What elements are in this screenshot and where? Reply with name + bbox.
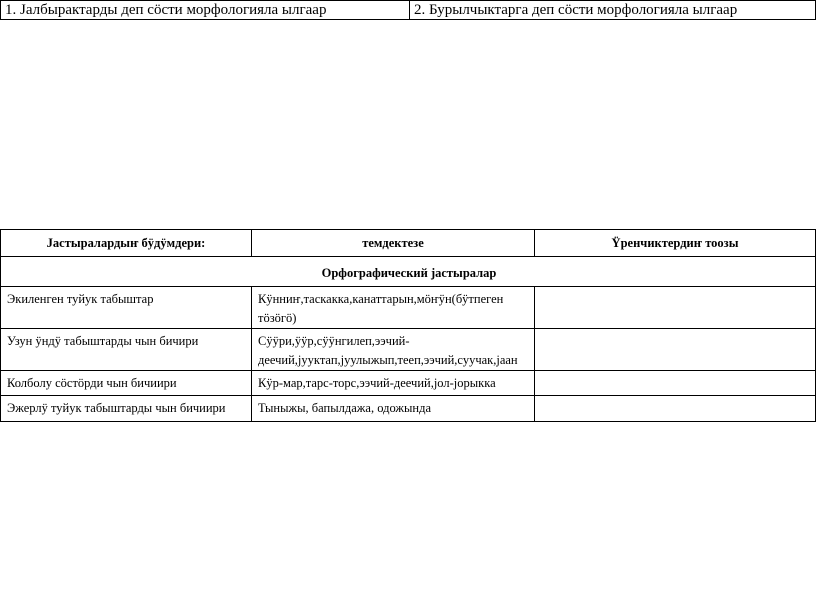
count-cell [535, 396, 816, 422]
count-cell [535, 287, 816, 329]
header-marked: темдектезе [252, 230, 535, 257]
error-kind-cell: Колболу сöстöрди чын бичиири [1, 371, 252, 396]
error-analysis-table [0, 229, 816, 422]
header-error-types: Jастыралардыҥ бÿдÿмдери: [1, 230, 252, 257]
table-row [1, 396, 816, 422]
example-cell: Кÿнниҥ,таскакка,канаттарын,мöҥÿн(бÿтпеген тöзöгö) [252, 287, 535, 329]
tasks-row [1, 1, 816, 20]
table-row [1, 329, 816, 371]
error-kind-cell: Эжерлÿ туйук табыштарды чын бичиири [1, 396, 252, 422]
example-cell: Сÿÿри,ÿÿр,сÿÿнгилеп,ээчий-деечий,jууктап,jуулыжып,тееп,ээчий,суучак,jаан [252, 329, 535, 371]
task-1-cell: 1. Jалбырактарды деп сöсти морфологияла ылгаар [1, 1, 410, 20]
error-kind-cell: Узун ÿндÿ табыштарды чын бичири [1, 329, 252, 371]
tasks-table [0, 0, 816, 20]
count-cell [535, 329, 816, 371]
table-row [1, 371, 816, 396]
example-cell: Кÿр-мар,тарс-торс,ээчий-деечий,jол-jорыкка [252, 371, 535, 396]
section-row [1, 257, 816, 287]
header-student-count: Ÿренчиктердиҥ тоозы [535, 230, 816, 257]
count-cell [535, 371, 816, 396]
table-row [1, 287, 816, 329]
section-title: Орфографический jастыралар [1, 257, 816, 287]
task-2-cell: 2. Бурылчыктарга деп сöсти морфологияла ылгаар [410, 1, 816, 20]
example-cell: Тыныжы, бапылдажа, одожында [252, 396, 535, 422]
header-row [1, 230, 816, 257]
error-kind-cell: Экиленген туйук табыштар [1, 287, 252, 329]
